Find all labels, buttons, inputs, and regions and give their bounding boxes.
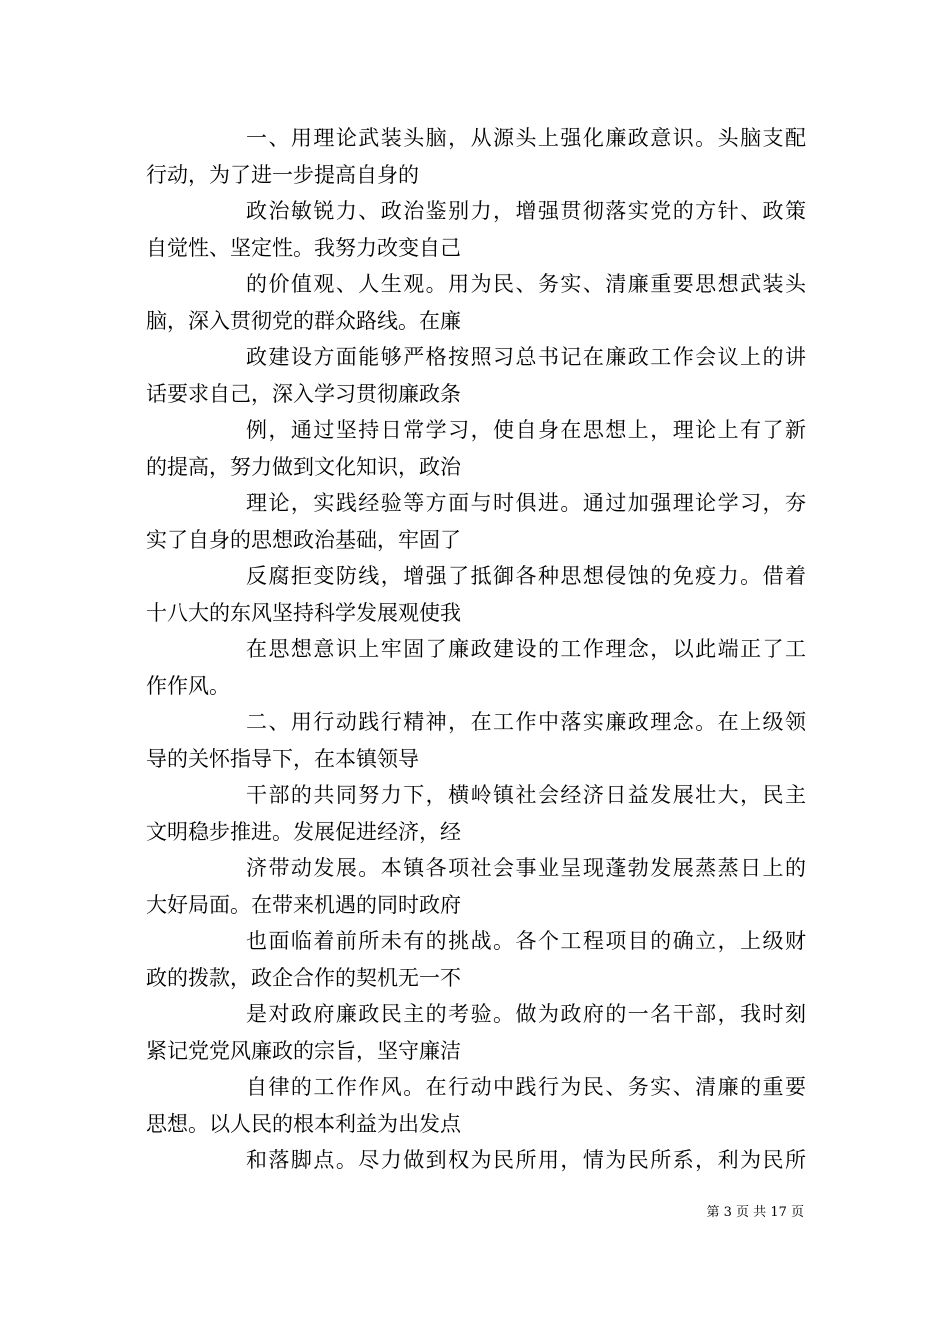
text-line: 导的关怀指导下，在本镇领导: [146, 746, 419, 771]
text-line: 二、用行动践行精神，在工作中落实廉政理念。在上级领: [246, 710, 806, 734]
text-line: 是对政府廉政民主的考验。做为政府的一名干部，我时刻: [246, 1002, 806, 1026]
text-line: 政建设方面能够严格按照习总书记在廉政工作会议上的讲: [246, 345, 806, 369]
text-line: 作作风。: [146, 673, 230, 698]
text-line: 自觉性、坚定性。我努力改变自己: [146, 235, 461, 260]
text-line: 干部的共同努力下，横岭镇社会经济日益发展壮大，民主: [246, 783, 806, 807]
text-line: 一、用理论武装头脑，从源头上强化廉政意识。头脑支配: [246, 126, 806, 150]
text-line: 十八大的东风坚持科学发展观使我: [146, 600, 461, 625]
text-line: 政的拨款，政企合作的契机无一不: [146, 965, 461, 990]
text-line: 反腐拒变防线，增强了抵御各种思想侵蚀的免疫力。借着: [246, 564, 806, 588]
text-line: 济带动发展。本镇各项社会事业呈现蓬勃发展蒸蒸日上的: [246, 856, 806, 880]
text-line: 例，通过坚持日常学习，使自身在思想上，理论上有了新: [246, 418, 806, 442]
text-line: 行动，为了进一步提高自身的: [146, 162, 419, 187]
text-line: 理论，实践经验等方面与时俱进。通过加强理论学习，夯: [246, 491, 806, 515]
text-line: 思想。以人民的根本利益为出发点: [146, 1111, 461, 1136]
text-line: 政治敏锐力、政治鉴别力，增强贯彻落实党的方针、政策: [246, 199, 806, 223]
text-line: 紧记党党风廉政的宗旨，坚守廉洁: [146, 1038, 461, 1063]
text-line: 自律的工作作风。在行动中践行为民、务实、清廉的重要: [246, 1075, 806, 1099]
text-line: 实了自身的思想政治基础，牢固了: [146, 527, 461, 552]
text-line: 脑，深入贯彻党的群众路线。在廉: [146, 308, 461, 333]
text-line: 的提高，努力做到文化知识，政治: [146, 454, 461, 479]
text-line: 文明稳步推进。发展促进经济，经: [146, 819, 461, 844]
text-line: 的价值观、人生观。用为民、务实、清廉重要思想武装头: [246, 272, 806, 296]
text-line: 话要求自己，深入学习贯彻廉政条: [146, 381, 461, 406]
text-line: 在思想意识上牢固了廉政建设的工作理念，以此端正了工: [246, 637, 806, 661]
text-line: 也面临着前所未有的挑战。各个工程项目的确立，上级财: [246, 929, 806, 953]
document-body: [146, 120, 806, 1179]
paragraph-action: [146, 704, 806, 1179]
text-line: 大好局面。在带来机遇的同时政府: [146, 892, 461, 917]
page-number-footer: 第 3 页 共 17 页: [706, 1205, 804, 1220]
paragraph-theory: [146, 120, 806, 704]
text-line: 和落脚点。尽力做到权为民所用，情为民所系，利为民所: [246, 1148, 806, 1172]
